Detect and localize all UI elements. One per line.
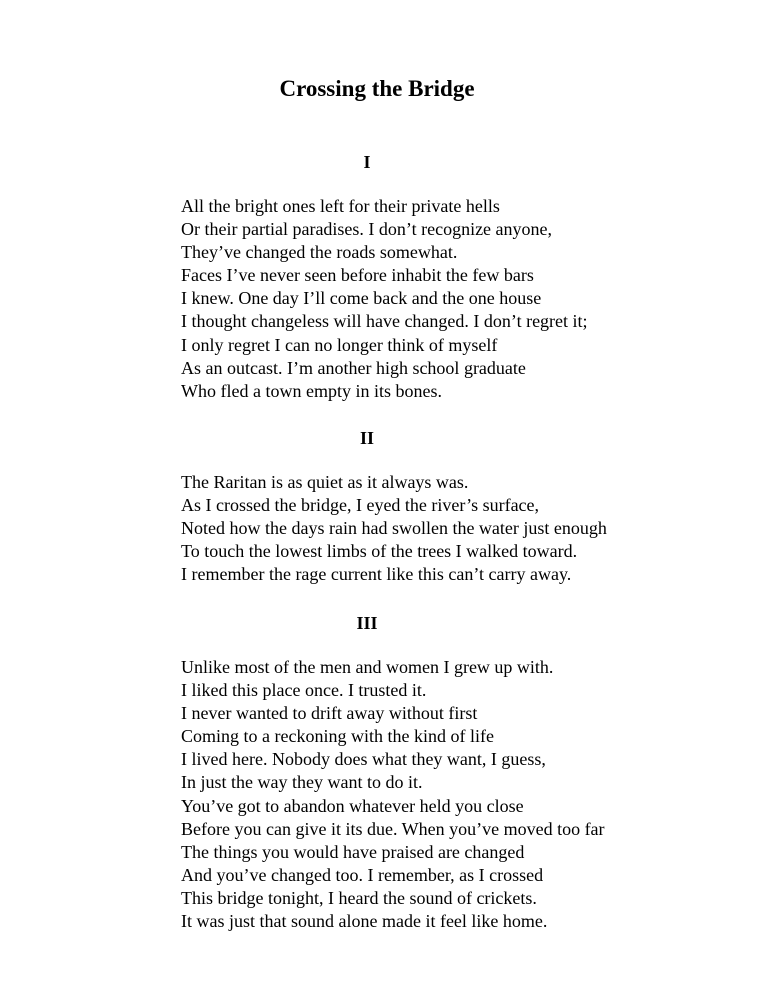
stanza-1 bbox=[181, 195, 751, 403]
poem-line: To touch the lowest limbs of the trees I walked toward. bbox=[181, 541, 578, 562]
poem-line: Or their partial paradises. I don’t recognize anyone, bbox=[181, 219, 553, 240]
poem-line: Unlike most of the men and women I grew up with. bbox=[181, 657, 554, 677]
poem-line: And you’ve changed too. I remember, as I crossed bbox=[181, 864, 544, 885]
poem-line: They’ve changed the roads somewhat. bbox=[181, 242, 458, 263]
poem-line: All the bright ones left for their private hells bbox=[181, 196, 500, 216]
poem-line: It was just that sound alone made it feel like home. bbox=[181, 911, 548, 932]
poem-line: Coming to a reckoning with the kind of life bbox=[181, 726, 494, 747]
poem-line: The things you would have praised are changed bbox=[181, 841, 525, 862]
poem-line: I knew. One day I’ll come back and the one house bbox=[181, 288, 542, 309]
poem-line: I thought changeless will have changed. I don’t regret it; bbox=[181, 311, 588, 332]
poem-line: I remember the rage current like this can’t carry away. bbox=[181, 564, 572, 585]
poem-line: This bridge tonight, I heard the sound of crickets. bbox=[181, 887, 537, 908]
poem-line: I never wanted to drift away without first bbox=[181, 703, 478, 724]
poem-line: As an outcast. I’m another high school graduate bbox=[181, 357, 526, 378]
poem-line: Noted how the days rain had swollen the water just enough bbox=[181, 518, 607, 539]
section-heading-3: III bbox=[356, 613, 378, 633]
stanza-3 bbox=[181, 656, 751, 933]
poem-line: Before you can give it its due. When you’ve moved too far bbox=[181, 818, 605, 839]
poem-line: I lived here. Nobody does what they want, I guess, bbox=[181, 749, 546, 770]
section-heading-1: I bbox=[363, 152, 371, 172]
poem-line: Who fled a town empty in its bones. bbox=[181, 380, 442, 401]
poem-line: You’ve got to abandon whatever held you close bbox=[181, 795, 524, 816]
poem-line: The Raritan is as quiet as it always was. bbox=[181, 472, 469, 492]
poem-line: I only regret I can no longer think of myself bbox=[181, 334, 498, 355]
poem-line: I liked this place once. I trusted it. bbox=[181, 680, 427, 701]
poem-line: In just the way they want to do it. bbox=[181, 772, 423, 793]
stanza-2 bbox=[181, 471, 751, 586]
poem-line: As I crossed the bridge, I eyed the river’s surface, bbox=[181, 495, 540, 516]
section-heading-2: II bbox=[359, 428, 374, 448]
poem-line: Faces I’ve never seen before inhabit the few bars bbox=[181, 265, 534, 286]
poem-title: Crossing the Bridge bbox=[279, 76, 475, 101]
